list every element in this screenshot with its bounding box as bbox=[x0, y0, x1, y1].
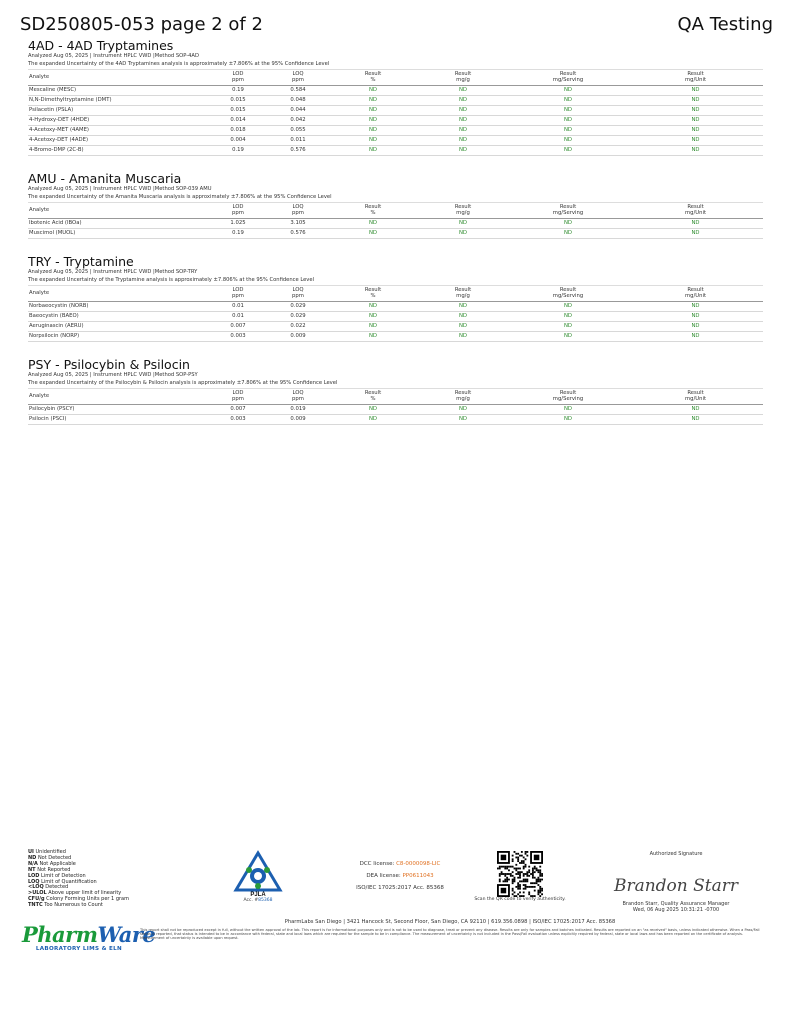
column-header-line2: mg/Serving bbox=[552, 293, 584, 300]
table-cell: 0.003 bbox=[208, 414, 268, 424]
section-meta: Analyzed Aug 05, 2025 | Instrument HPLC VWD |Method SOP-4AD bbox=[28, 53, 199, 59]
section-title: 4AD - 4AD Tryptamines bbox=[28, 38, 174, 53]
column-header bbox=[328, 70, 418, 86]
table-cell: ND bbox=[418, 125, 508, 135]
results-table bbox=[28, 285, 763, 342]
column-header-line2: ppm bbox=[232, 210, 244, 217]
qr-caption: Scan the QR code to verify authenticity. bbox=[474, 897, 566, 902]
table-cell: ND bbox=[628, 95, 763, 105]
column-header bbox=[418, 70, 508, 86]
column-header bbox=[268, 389, 328, 405]
legend-meaning: Not Detected bbox=[37, 854, 72, 861]
results-table bbox=[28, 202, 763, 239]
column-header-line1: LOD bbox=[232, 71, 244, 77]
column-header-line1: LOQ bbox=[292, 390, 304, 396]
table-cell: ND bbox=[628, 125, 763, 135]
analyte-name: Mescaline (MESC) bbox=[28, 85, 208, 95]
column-header-line1: LOQ bbox=[292, 71, 304, 77]
table-cell: ND bbox=[328, 218, 418, 228]
pjla-logo-icon bbox=[232, 850, 284, 898]
column-header-line1: LOQ bbox=[292, 287, 304, 293]
table-cell: 0.029 bbox=[268, 311, 328, 321]
column-header-line1: Result bbox=[364, 204, 382, 210]
table-cell: ND bbox=[328, 301, 418, 311]
table-cell: ND bbox=[418, 135, 508, 145]
table-cell: 0.019 bbox=[268, 404, 328, 414]
table-cell: ND bbox=[508, 218, 628, 228]
legend-meaning: Colony Forming Units per 1 gram bbox=[46, 896, 129, 903]
table-cell: ND bbox=[328, 331, 418, 341]
section-3 bbox=[28, 357, 763, 425]
column-header-line1: Result bbox=[364, 390, 382, 396]
analyte-name: 4-Acetoxy-DET (4ADE) bbox=[28, 135, 208, 145]
analyte-name: 4-Acetoxy-MET (4AME) bbox=[28, 125, 208, 135]
handwritten-signature bbox=[606, 865, 746, 901]
column-header-line2: mg/g bbox=[456, 293, 470, 300]
column-header-line1: Result bbox=[454, 71, 472, 77]
license-info bbox=[340, 858, 460, 894]
dcc-label: DCC license: bbox=[359, 861, 397, 867]
column-header-line1: Result bbox=[559, 204, 577, 210]
table-cell: 1.025 bbox=[208, 218, 268, 228]
section-title: TRY - Tryptamine bbox=[28, 254, 134, 269]
table-cell: ND bbox=[508, 228, 628, 238]
table-cell: ND bbox=[508, 125, 628, 135]
table-cell: ND bbox=[418, 321, 508, 331]
column-header-line1: Result bbox=[559, 71, 577, 77]
table-cell: 0.048 bbox=[268, 95, 328, 105]
pjla-acc-value: 85368 bbox=[258, 898, 273, 903]
column-header bbox=[268, 286, 328, 302]
table-cell: ND bbox=[328, 135, 418, 145]
column-header bbox=[418, 286, 508, 302]
table-cell: ND bbox=[628, 135, 763, 145]
table-cell: ND bbox=[628, 301, 763, 311]
table-cell: 0.007 bbox=[208, 404, 268, 414]
table-cell: ND bbox=[508, 95, 628, 105]
column-header bbox=[418, 389, 508, 405]
analyte-name: Ibotenic Acid (IBOa) bbox=[28, 218, 208, 228]
column-header bbox=[208, 203, 268, 219]
legend-meaning: Too Numerous to Count bbox=[44, 902, 103, 909]
legend-meaning: Above upper limit of linearity bbox=[48, 890, 122, 897]
column-header-line2: ppm bbox=[292, 77, 304, 84]
table-cell: ND bbox=[328, 115, 418, 125]
legend-abbr: <LOQ bbox=[28, 884, 44, 891]
table-header-row bbox=[28, 389, 763, 405]
column-header bbox=[328, 389, 418, 405]
analyte-name: Aeruginascin (AERU) bbox=[28, 321, 208, 331]
legend-meaning: Detected bbox=[45, 884, 69, 891]
table-cell: ND bbox=[418, 414, 508, 424]
table-cell: ND bbox=[628, 115, 763, 125]
table-cell: ND bbox=[418, 95, 508, 105]
legend-abbr: LOD bbox=[28, 872, 40, 879]
column-header-line2: mg/Serving bbox=[552, 396, 584, 403]
table-cell: ND bbox=[508, 145, 628, 155]
table-cell: ND bbox=[418, 85, 508, 95]
pharmware-logo bbox=[22, 922, 156, 958]
table-cell: 0.015 bbox=[208, 95, 268, 105]
page-header bbox=[20, 14, 773, 40]
table-cell: 0.584 bbox=[268, 85, 328, 95]
table-cell: 0.576 bbox=[268, 145, 328, 155]
column-header-line2: mg/Unit bbox=[684, 77, 707, 84]
column-header-line1: LOD bbox=[232, 287, 244, 293]
column-header-line1: Result bbox=[364, 287, 382, 293]
column-header-line1: Result bbox=[454, 390, 472, 396]
table-row bbox=[28, 414, 763, 424]
qr-code-icon[interactable] bbox=[497, 851, 543, 897]
legend-meaning: Not Applicable bbox=[39, 860, 76, 867]
section-title: PSY - Psilocybin & Psilocin bbox=[28, 357, 190, 372]
table-cell: 0.007 bbox=[208, 321, 268, 331]
table-header-row bbox=[28, 286, 763, 302]
column-header-line2: mg/g bbox=[456, 396, 470, 403]
column-header-line2: mg/g bbox=[456, 210, 470, 217]
section-1 bbox=[28, 171, 763, 239]
column-header bbox=[508, 203, 628, 219]
column-header: Analyte bbox=[28, 203, 208, 219]
table-cell: ND bbox=[628, 85, 763, 95]
table-cell: 0.009 bbox=[268, 331, 328, 341]
table-cell: 0.011 bbox=[268, 135, 328, 145]
report-type: QA Testing bbox=[677, 14, 773, 35]
abbreviation-legend bbox=[28, 850, 129, 909]
signature-date: Wed, 06 Aug 2025 10:31:21 -0700 bbox=[632, 907, 720, 913]
column-header-line2: ppm bbox=[232, 396, 244, 403]
table-row bbox=[28, 125, 763, 135]
legend-meaning: Not Reported bbox=[37, 866, 71, 873]
table-cell: 0.009 bbox=[268, 414, 328, 424]
table-cell: 0.576 bbox=[268, 228, 328, 238]
table-cell: ND bbox=[328, 321, 418, 331]
analyte-name: Psilacetin (PSLA) bbox=[28, 105, 208, 115]
legend-meaning: Limit of Quantification bbox=[41, 878, 97, 885]
table-row bbox=[28, 105, 763, 115]
logo-text-a: Pharm bbox=[22, 922, 98, 947]
table-cell: 0.004 bbox=[208, 135, 268, 145]
section-2 bbox=[28, 254, 763, 342]
column-header-line1: Result bbox=[687, 204, 704, 210]
section-uncertainty: The expanded Uncertainty of the 4AD Tryptamines analysis is approximately ±7.806% at the 95% Confidence Level bbox=[28, 60, 330, 67]
analyte-name: N,N-Dimethyltryptamine (DMT) bbox=[28, 95, 208, 105]
table-cell: ND bbox=[508, 331, 628, 341]
signatory-name: Brandon Starr, Quality Assurance Manager bbox=[622, 901, 730, 907]
table-cell: 0.022 bbox=[268, 321, 328, 331]
table-cell: ND bbox=[628, 321, 763, 331]
legend-abbr: UI bbox=[28, 849, 34, 855]
table-row bbox=[28, 331, 763, 341]
table-row bbox=[28, 218, 763, 228]
lab-address: PharmLabs San Diego | 3421 Hancock St, Second Floor, San Diego, CA 92110 | 619.356.0898 | ISO/IEC 17025:2017 Acc. 85368 bbox=[284, 919, 616, 925]
analyte-name: Norpsilocin (NORP) bbox=[28, 331, 208, 341]
column-header-line1: Result bbox=[454, 204, 472, 210]
column-header-line2: % bbox=[370, 210, 376, 217]
signature-label: Authorized Signature bbox=[649, 851, 703, 857]
column-header-line2: ppm bbox=[292, 396, 304, 403]
column-header-line1: Result bbox=[559, 287, 577, 293]
dea-label: DEA license: bbox=[366, 873, 403, 879]
svg-text:PJLA: PJLA bbox=[250, 892, 266, 898]
column-header bbox=[268, 203, 328, 219]
pjla-acc-number bbox=[232, 898, 284, 903]
table-cell: ND bbox=[328, 85, 418, 95]
dea-license bbox=[340, 870, 460, 882]
legend-abbr: ND bbox=[28, 854, 37, 861]
table-cell: ND bbox=[628, 218, 763, 228]
column-header bbox=[508, 286, 628, 302]
legend-abbr: N/A bbox=[28, 860, 38, 867]
table-row bbox=[28, 85, 763, 95]
table-cell: ND bbox=[508, 105, 628, 115]
section-uncertainty: The expanded Uncertainty of the Amanita Muscaria analysis is approximately ±7.806% at the 95% Confidence Level bbox=[28, 193, 332, 200]
legend-abbr: >ULOL bbox=[28, 890, 47, 897]
table-cell: ND bbox=[418, 311, 508, 321]
table-cell: ND bbox=[508, 414, 628, 424]
table-row bbox=[28, 228, 763, 238]
table-cell: ND bbox=[328, 125, 418, 135]
column-header bbox=[328, 286, 418, 302]
column-header-line2: ppm bbox=[292, 293, 304, 300]
section-uncertainty: The expanded Uncertainty of the Tryptamine analysis is approximately ±7.806% at the 95% Confidence Level bbox=[28, 276, 315, 283]
dcc-license bbox=[340, 858, 460, 870]
analyte-name: Norbaeocystin (NORB) bbox=[28, 301, 208, 311]
table-cell: ND bbox=[628, 404, 763, 414]
table-cell: 0.044 bbox=[268, 105, 328, 115]
section-title: AMU - Amanita Muscaria bbox=[28, 171, 182, 186]
table-cell: 0.015 bbox=[208, 105, 268, 115]
column-header-line2: mg/Serving bbox=[552, 210, 584, 217]
table-cell: ND bbox=[508, 85, 628, 95]
table-cell: 0.003 bbox=[208, 331, 268, 341]
table-cell: 3.105 bbox=[268, 218, 328, 228]
table-cell: 0.19 bbox=[208, 85, 268, 95]
table-cell: ND bbox=[328, 228, 418, 238]
table-cell: ND bbox=[418, 145, 508, 155]
table-cell: ND bbox=[328, 105, 418, 115]
column-header-line1: LOQ bbox=[292, 204, 304, 210]
table-cell: ND bbox=[628, 311, 763, 321]
table-cell: ND bbox=[418, 115, 508, 125]
column-header bbox=[508, 70, 628, 86]
table-cell: ND bbox=[508, 321, 628, 331]
column-header: Analyte bbox=[28, 389, 208, 405]
column-header-line2: mg/Unit bbox=[684, 293, 707, 300]
table-row bbox=[28, 135, 763, 145]
column-header-line1: Result bbox=[559, 390, 577, 396]
column-header-line2: mg/Unit bbox=[684, 396, 707, 403]
analyte-name: Psilocybin (PSCY) bbox=[28, 404, 208, 414]
table-row bbox=[28, 321, 763, 331]
column-header-line1: LOD bbox=[232, 204, 244, 210]
column-header-line2: ppm bbox=[232, 77, 244, 84]
table-cell: ND bbox=[328, 414, 418, 424]
table-row bbox=[28, 301, 763, 311]
analyte-name: 4-Bromo-DMP (2C-B) bbox=[28, 145, 208, 155]
column-header bbox=[628, 70, 763, 86]
section-meta: Analyzed Aug 05, 2025 | Instrument HPLC VWD |Method SOP-PSY bbox=[28, 372, 198, 378]
section-meta: Analyzed Aug 05, 2025 | Instrument HPLC VWD |Method SOP-TRY bbox=[28, 269, 198, 275]
table-cell: 0.014 bbox=[208, 115, 268, 125]
column-header-line2: % bbox=[370, 293, 376, 300]
logo-subtitle: LABORATORY LIMS & ELN bbox=[35, 946, 122, 952]
column-header bbox=[628, 286, 763, 302]
table-cell: 0.19 bbox=[208, 145, 268, 155]
column-header bbox=[628, 203, 763, 219]
results-table bbox=[28, 69, 763, 156]
svg-text:Brandon Starr: Brandon Starr bbox=[613, 876, 739, 896]
column-header bbox=[508, 389, 628, 405]
legend-abbr: TNTC bbox=[28, 902, 43, 909]
column-header bbox=[268, 70, 328, 86]
table-cell: ND bbox=[628, 414, 763, 424]
legend-abbr: CFU/g bbox=[28, 896, 45, 903]
table-cell: ND bbox=[328, 95, 418, 105]
table-header-row bbox=[28, 70, 763, 86]
table-cell: 0.01 bbox=[208, 301, 268, 311]
table-cell: ND bbox=[628, 228, 763, 238]
legend-meaning: Limit of Detection bbox=[41, 872, 86, 879]
table-cell: ND bbox=[328, 404, 418, 414]
column-header-line2: % bbox=[370, 396, 376, 403]
table-cell: ND bbox=[418, 301, 508, 311]
logo-text-b: Ware bbox=[97, 922, 156, 947]
report-title: SD250805-053 page 2 of 2 bbox=[20, 14, 263, 35]
dcc-value: C8-0000098-LIC bbox=[396, 861, 441, 867]
analyte-name: Psilocin (PSCI) bbox=[28, 414, 208, 424]
table-cell: ND bbox=[418, 331, 508, 341]
column-header-line2: mg/Serving bbox=[552, 77, 584, 84]
table-row bbox=[28, 145, 763, 155]
pjla-acc-label: Acc. # bbox=[243, 898, 259, 903]
legend-abbr: LOQ bbox=[28, 878, 40, 885]
table-cell: 0.018 bbox=[208, 125, 268, 135]
table-cell: ND bbox=[418, 105, 508, 115]
results-table bbox=[28, 388, 763, 425]
column-header bbox=[418, 203, 508, 219]
column-header-line2: % bbox=[370, 77, 376, 84]
table-cell: ND bbox=[328, 145, 418, 155]
table-cell: ND bbox=[508, 301, 628, 311]
column-header-line2: mg/g bbox=[456, 77, 470, 84]
table-cell: ND bbox=[628, 145, 763, 155]
column-header bbox=[208, 389, 268, 405]
table-row bbox=[28, 95, 763, 105]
column-header-line2: ppm bbox=[292, 210, 304, 217]
legend-abbr: NT bbox=[28, 866, 36, 873]
analyte-name: Baeocystin (BAEO) bbox=[28, 311, 208, 321]
column-header-line1: Result bbox=[687, 287, 704, 293]
legend-meaning: Unidentified bbox=[35, 849, 66, 855]
table-cell: ND bbox=[508, 404, 628, 414]
section-uncertainty: The expanded Uncertainty of the Psilocybin & Psilocin analysis is approximately ±7.806% at the 95% Confidence Level bbox=[28, 379, 338, 386]
column-header: Analyte bbox=[28, 286, 208, 302]
dea-value: PP0611043 bbox=[402, 873, 434, 879]
table-cell: 0.042 bbox=[268, 115, 328, 125]
table-cell: ND bbox=[418, 228, 508, 238]
column-header bbox=[208, 70, 268, 86]
table-cell: ND bbox=[418, 218, 508, 228]
table-cell: 0.19 bbox=[208, 228, 268, 238]
section-meta: Analyzed Aug 05, 2025 | Instrument HPLC VWD |Method SOP-039 AMU bbox=[28, 186, 212, 192]
column-header bbox=[628, 389, 763, 405]
disclaimer: This report shall not be reproduced except in full, without the written approval of the lab. This report is for informational purposes only and is not to be used to diagnose, treat or prevent any disease. Results are only for samples and batches indicated. Results are reported on an "as received" basis, unless indicated otherwise. When a Pass/Fail status is reported, that status is intended to be in accordance with federal, state and local laws which are required for the sample to be in compliance. The measurement of uncertainty is not included in the Pass/Fail evaluation unless explicitly required by federal, state or local laws and has been reported on the certificate of analysis. Measurement of uncertainty is available upon request. bbox=[140, 928, 760, 941]
table-cell: ND bbox=[418, 404, 508, 414]
table-cell: ND bbox=[628, 105, 763, 115]
column-header-line1: Result bbox=[687, 71, 704, 77]
column-header-line2: ppm bbox=[232, 293, 244, 300]
table-cell: 0.01 bbox=[208, 311, 268, 321]
analyte-name: 4-Hydroxy-DET (4HDE) bbox=[28, 115, 208, 125]
iso-accreditation: ISO/IEC 17025:2017 Acc. 85368 bbox=[356, 885, 444, 891]
column-header bbox=[328, 203, 418, 219]
table-row bbox=[28, 404, 763, 414]
column-header bbox=[208, 286, 268, 302]
table-cell: ND bbox=[508, 311, 628, 321]
table-cell: 0.029 bbox=[268, 301, 328, 311]
table-cell: 0.055 bbox=[268, 125, 328, 135]
column-header-line1: Result bbox=[364, 71, 382, 77]
table-row bbox=[28, 115, 763, 125]
column-header-line1: Result bbox=[687, 390, 704, 396]
table-header-row bbox=[28, 203, 763, 219]
pjla-accreditation-badge bbox=[232, 850, 284, 906]
signature-block bbox=[606, 851, 746, 913]
table-row bbox=[28, 311, 763, 321]
table-cell: ND bbox=[508, 135, 628, 145]
column-header: Analyte bbox=[28, 70, 208, 86]
table-cell: ND bbox=[328, 311, 418, 321]
column-header-line1: Result bbox=[454, 287, 472, 293]
table-cell: ND bbox=[628, 331, 763, 341]
table-cell: ND bbox=[508, 115, 628, 125]
analyte-name: Muscimol (MUOL) bbox=[28, 228, 208, 238]
legend-item bbox=[28, 903, 129, 909]
section-0 bbox=[28, 38, 763, 156]
column-header-line1: LOD bbox=[232, 390, 244, 396]
column-header-line2: mg/Unit bbox=[684, 210, 707, 217]
